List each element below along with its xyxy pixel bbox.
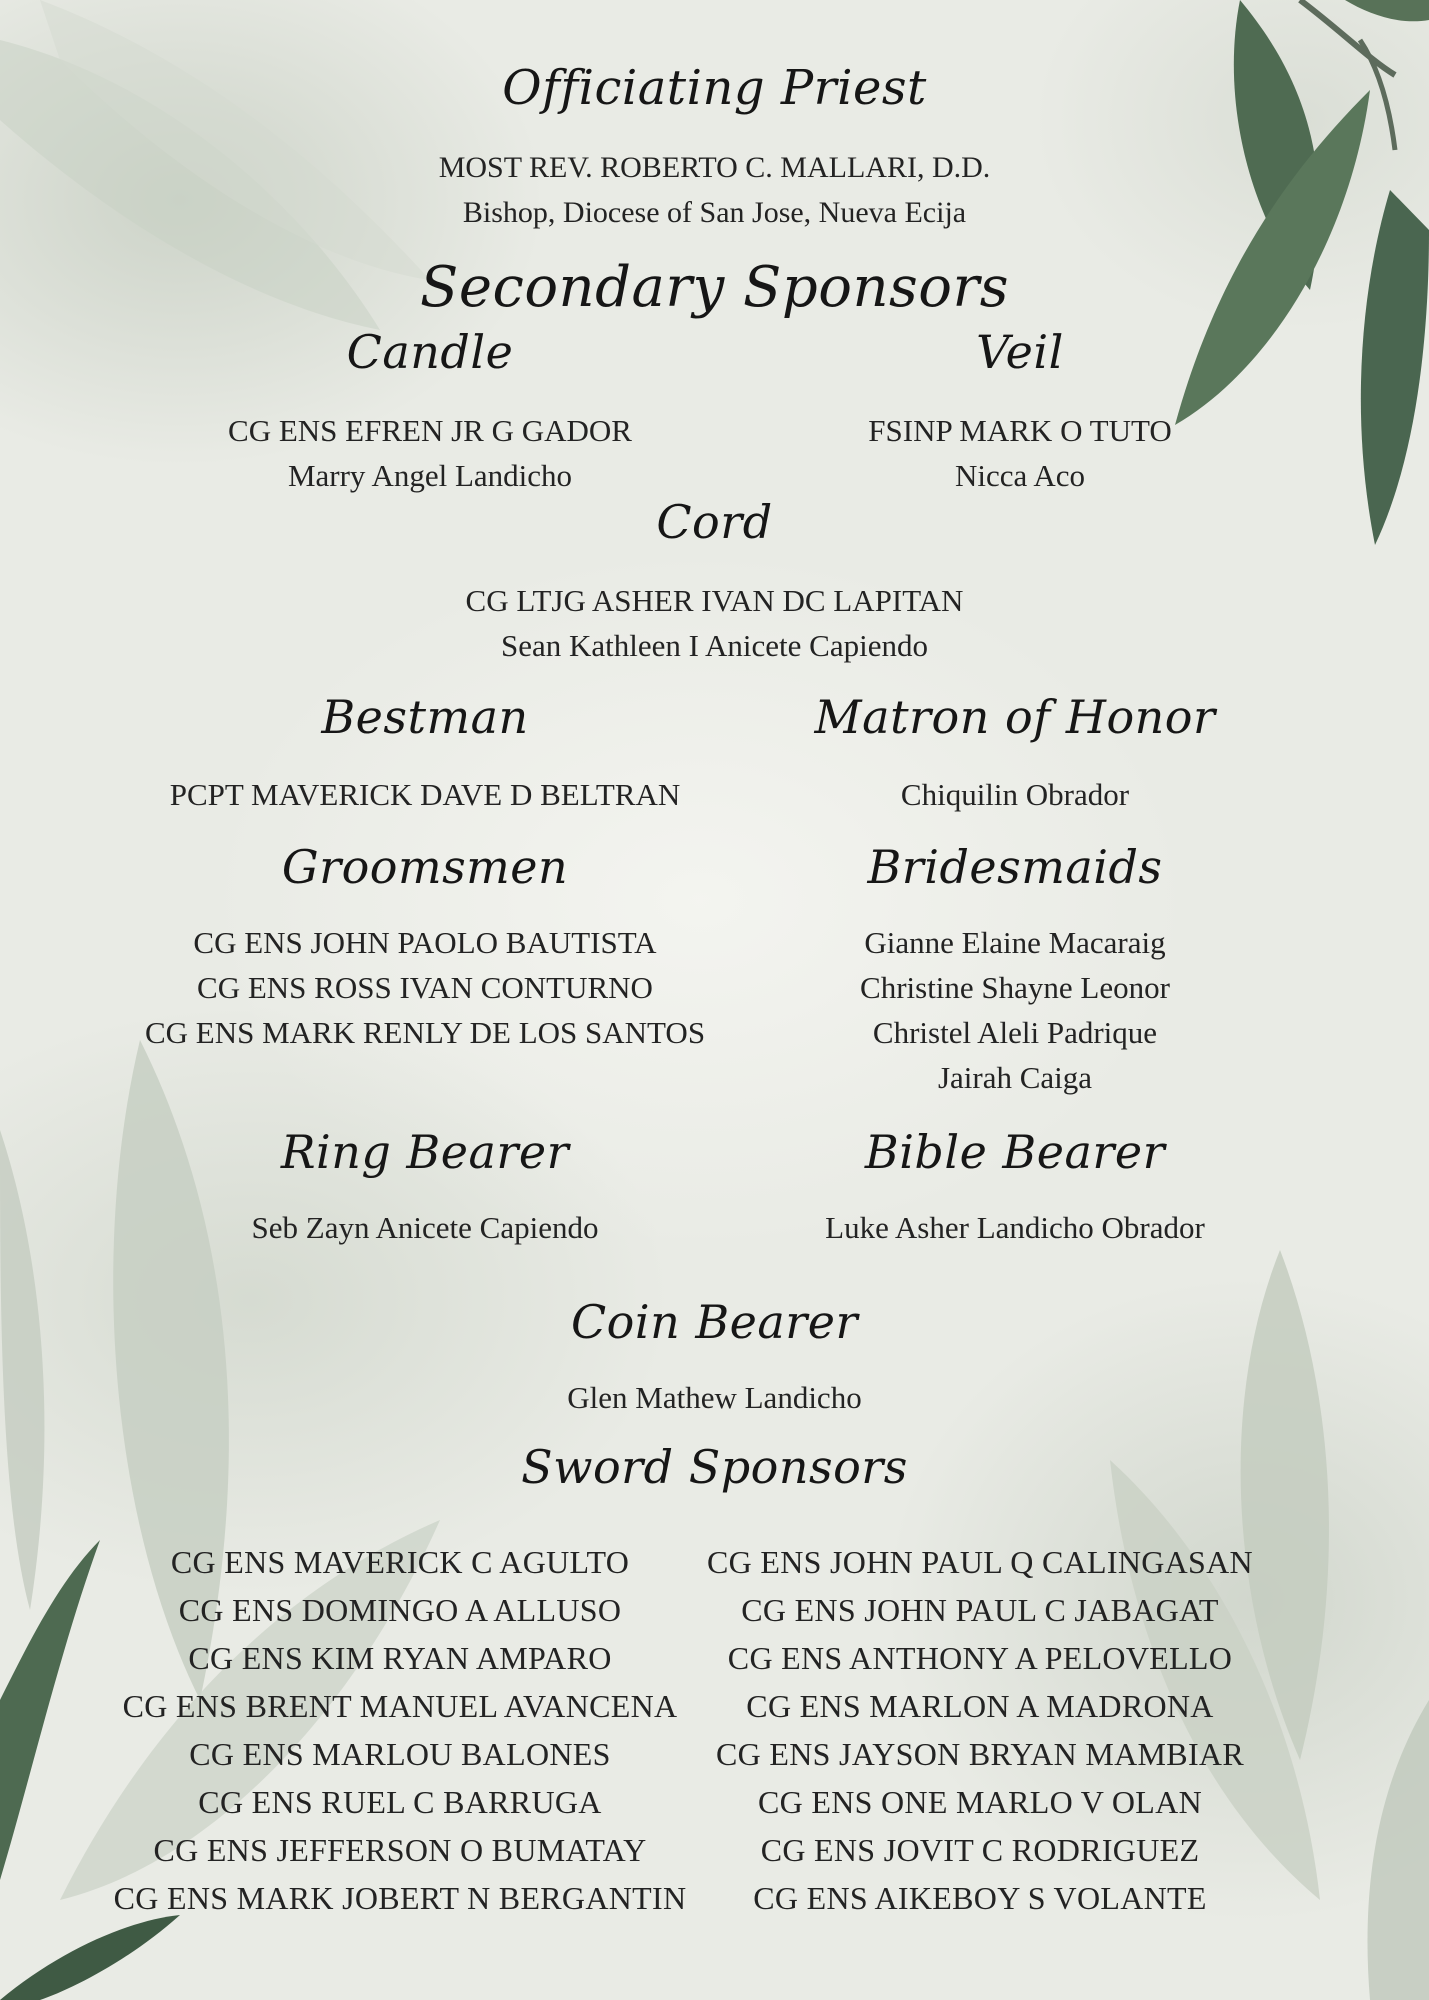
list-item: CG ENS MARK JOBERT N BERGANTIN [113, 1880, 687, 1916]
bestman-list [90, 772, 760, 817]
groomsmen-list [90, 920, 760, 1055]
matron-title: Matron of Honor [814, 690, 1216, 744]
list-item: Chiquilin Obrador [900, 777, 1130, 812]
secondary-sponsors-title: Secondary Sponsors [419, 255, 1010, 320]
list-item: CG ENS JOHN PAOLO BAUTISTA [193, 925, 657, 960]
bridesmaids-list [690, 920, 1340, 1100]
list-item: CG ENS MAVERICK C AGULTO [170, 1544, 630, 1580]
matron-list [690, 772, 1340, 817]
list-item: Jairah Caiga [937, 1060, 1093, 1095]
list-item: PCPT MAVERICK DAVE D BELTRAN [169, 777, 681, 812]
list-item: FSINP MARK O TUTO [868, 413, 1172, 448]
list-item: CG ENS JAYSON BRYAN MAMBIAR [716, 1736, 1244, 1772]
list-item: Luke Asher Landicho Obrador [825, 1210, 1205, 1245]
list-item: CG ENS MARLOU BALONES [189, 1736, 611, 1772]
ring-bearer-list [90, 1205, 760, 1250]
list-item: CG ENS BRENT MANUEL AVANCENA [122, 1688, 678, 1724]
list-item: CG ENS ROSS IVAN CONTURNO [197, 970, 653, 1005]
bestman-title: Bestman [321, 690, 529, 744]
officiating-role: Bishop, Diocese of San Jose, Nueva Ecija [462, 196, 967, 229]
list-item: Seb Zayn Anicete Capiendo [251, 1210, 599, 1245]
list-item: CG ENS MARK RENLY DE LOS SANTOS [144, 1015, 706, 1050]
list-item: Glen Mathew Landicho [567, 1380, 862, 1415]
candle-list [120, 408, 740, 498]
sword-sponsors-right-list [690, 1538, 1270, 1922]
list-item: Marry Angel Landicho [287, 458, 573, 493]
officiating-name: MOST REV. ROBERTO C. MALLARI, D.D. [438, 151, 991, 184]
list-item: CG ENS JEFFERSON O BUMATAY [153, 1832, 647, 1868]
bible-bearer-title: Bible Bearer [864, 1125, 1166, 1179]
list-item: CG ENS KIM RYAN AMPARO [188, 1640, 612, 1676]
list-item: CG ENS RUEL C BARRUGA [198, 1784, 602, 1820]
list-item: CG ENS MARLON A MADRONA [746, 1688, 1214, 1724]
list-item: Gianne Elaine Macaraig [864, 925, 1166, 960]
list-item: CG ENS JOHN PAUL C JABAGAT [741, 1592, 1219, 1628]
veil-title: Veil [976, 325, 1064, 379]
sword-sponsors-title: Sword Sponsors [521, 1440, 908, 1494]
coin-bearer-list [0, 1375, 1429, 1420]
list-item: CG ENS JOVIT C RODRIGUEZ [760, 1832, 1200, 1868]
veil-list [700, 408, 1340, 498]
candle-title: Candle [346, 325, 514, 379]
list-item: CG LTJG ASHER IVAN DC LAPITAN [465, 583, 964, 618]
list-item: CG ENS ANTHONY A PELOVELLO [727, 1640, 1233, 1676]
ring-bearer-title: Ring Bearer [280, 1125, 570, 1179]
bible-bearer-list [690, 1205, 1340, 1250]
list-item: CG ENS AIKEBOY S VOLANTE [753, 1880, 1207, 1916]
list-item: CG ENS JOHN PAUL Q CALINGASAN [707, 1544, 1253, 1580]
bridesmaids-title: Bridesmaids [867, 840, 1163, 894]
cord-list [0, 578, 1429, 668]
cord-title: Cord [656, 495, 773, 549]
sword-sponsors-left-list [100, 1538, 700, 1922]
list-item: Nicca Aco [955, 458, 1085, 493]
coin-bearer-title: Coin Bearer [570, 1295, 858, 1349]
list-item: CG ENS EFREN JR G GADOR [228, 413, 632, 448]
list-item: Christine Shayne Leonor [860, 970, 1170, 1005]
list-item: Sean Kathleen I Anicete Capiendo [501, 628, 928, 663]
list-item: CG ENS ONE MARLO V OLAN [758, 1784, 1202, 1820]
groomsmen-title: Groomsmen [281, 840, 569, 894]
list-item: Christel Aleli Padrique [872, 1015, 1158, 1050]
list-item: CG ENS DOMINGO A ALLUSO [178, 1592, 622, 1628]
officiating-title: Officiating Priest [502, 60, 927, 116]
